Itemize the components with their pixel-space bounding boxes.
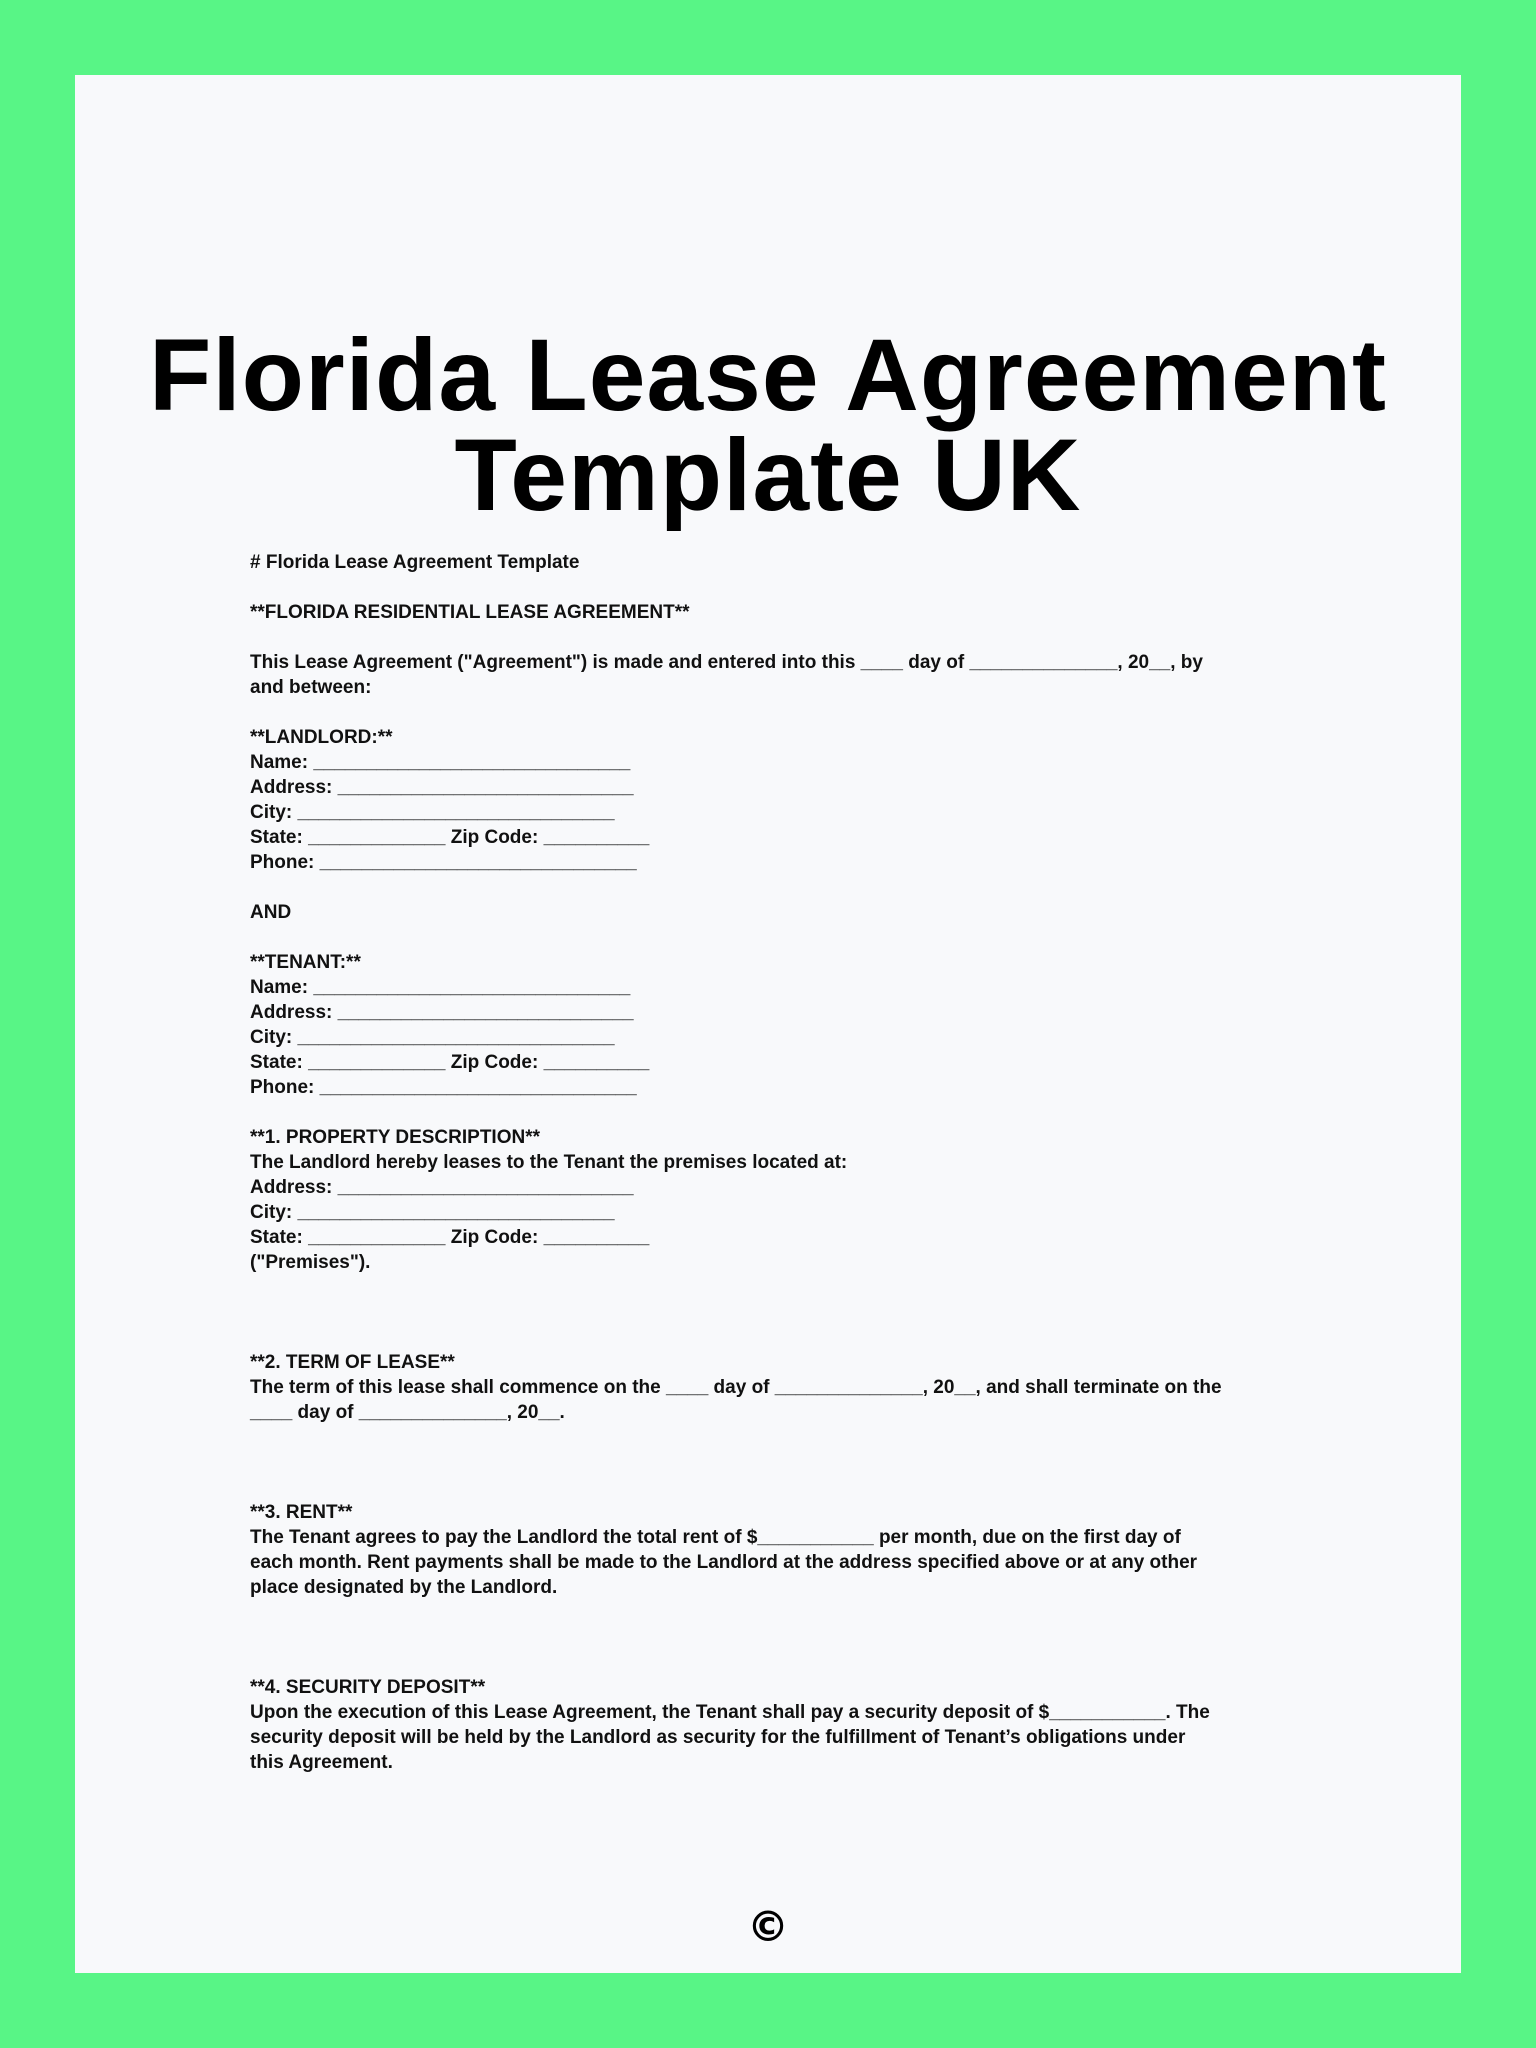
landlord-name-field: Name: ______________________________ — [250, 752, 631, 773]
intro-line-2: and between: — [250, 677, 372, 698]
section-4-line-2: security deposit will be held by the Landlord as security for the fulfillment of Tenant’s obligations under — [250, 1727, 1186, 1748]
tenant-block — [250, 950, 1370, 1100]
tenant-city-field: City: ______________________________ — [250, 1027, 615, 1048]
property-address-field: Address: ____________________________ — [250, 1177, 634, 1198]
landlord-address-field: Address: ____________________________ — [250, 777, 634, 798]
document-page — [75, 75, 1461, 1973]
section-4-line-3: this Agreement. — [250, 1752, 393, 1773]
tenant-state-zip-field: State: _____________ Zip Code: __________ — [250, 1052, 650, 1073]
title-line-2: Template UK — [454, 418, 1082, 532]
premises-label: ("Premises"). — [250, 1252, 371, 1273]
section-3-line-1: The Tenant agrees to pay the Landlord the total rent of $___________ per month, due on the first day of — [250, 1527, 1181, 1548]
section-security-deposit — [250, 1675, 1370, 1775]
section-2-line-1: The term of this lease shall commence on the ____ day of ______________, 20__, and shall terminate on the — [250, 1377, 1222, 1398]
landlord-state-zip-field: State: _____________ Zip Code: __________ — [250, 827, 650, 848]
section-1-text: The Landlord hereby leases to the Tenant the premises located at: — [250, 1152, 848, 1173]
landlord-phone-field: Phone: ______________________________ — [250, 852, 637, 873]
tenant-label: **TENANT:** — [250, 952, 361, 973]
doc-subheading: **FLORIDA RESIDENTIAL LEASE AGREEMENT** — [250, 602, 690, 623]
title-line-1: Florida Lease Agreement — [149, 318, 1387, 432]
and-separator: AND — [250, 902, 292, 923]
document-title — [75, 318, 1461, 532]
section-term-of-lease — [250, 1350, 1370, 1425]
property-state-zip-field: State: _____________ Zip Code: __________ — [250, 1227, 650, 1248]
intro-line-1: This Lease Agreement ("Agreement") is made and entered into this ____ day of ______________, 20__, by — [250, 652, 1203, 673]
section-2-line-2: ____ day of ______________, 20__. — [250, 1402, 565, 1423]
copyright-icon: © — [747, 1902, 789, 1951]
section-3-heading: **3. RENT** — [250, 1502, 353, 1523]
doc-heading: # Florida Lease Agreement Template — [250, 552, 580, 573]
section-4-line-1: Upon the execution of this Lease Agreement, the Tenant shall pay a security deposit of $___________. The — [250, 1702, 1210, 1723]
tenant-address-field: Address: ____________________________ — [250, 1002, 634, 1023]
property-city-field: City: ______________________________ — [250, 1202, 615, 1223]
section-rent — [250, 1500, 1370, 1600]
landlord-city-field: City: ______________________________ — [250, 802, 615, 823]
document-body — [250, 550, 1370, 1775]
landlord-label: **LANDLORD:** — [250, 727, 393, 748]
section-3-line-3: place designated by the Landlord. — [250, 1577, 558, 1598]
landlord-block — [250, 725, 1370, 875]
section-property-description — [250, 1125, 1370, 1275]
section-4-heading: **4. SECURITY DEPOSIT** — [250, 1677, 486, 1698]
section-1-heading: **1. PROPERTY DESCRIPTION** — [250, 1127, 541, 1148]
tenant-phone-field: Phone: ______________________________ — [250, 1077, 637, 1098]
section-2-heading: **2. TERM OF LEASE** — [250, 1352, 455, 1373]
tenant-name-field: Name: ______________________________ — [250, 977, 631, 998]
section-3-line-2: each month. Rent payments shall be made to the Landlord at the address specified above or at any other — [250, 1552, 1198, 1573]
